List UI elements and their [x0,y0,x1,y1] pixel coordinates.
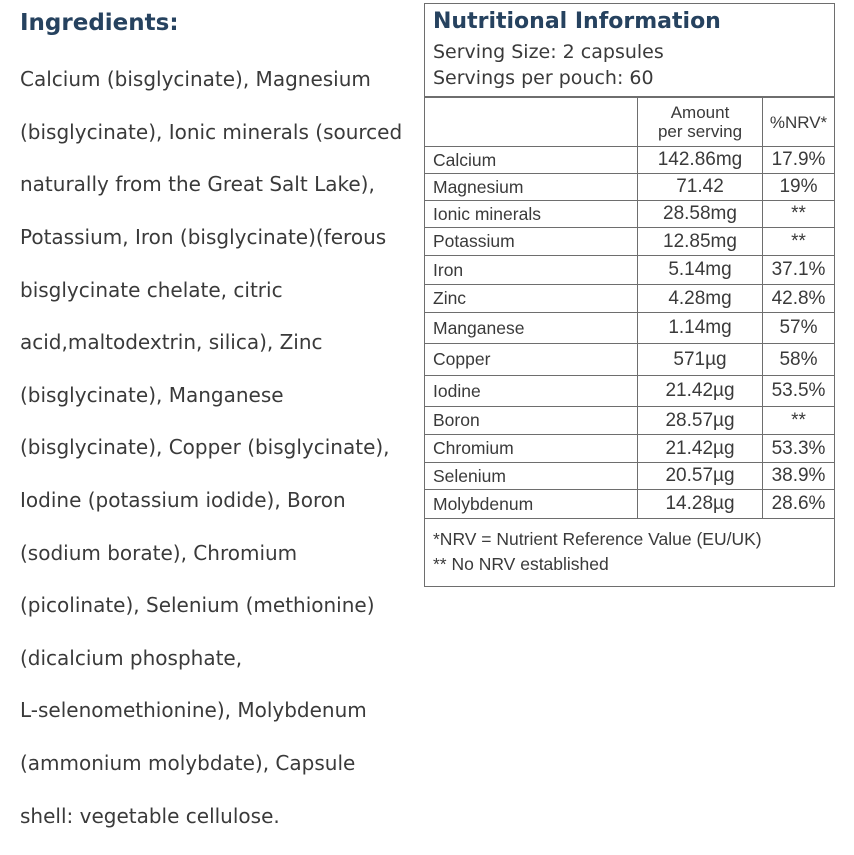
table-row [425,344,834,376]
nutrient-name: Boron [425,407,638,435]
nutrient-amount: 142.86mg [638,147,763,174]
nutrition-title: Nutritional Information [433,9,721,34]
ingredients-line: (ammonium molybdate), Capsule [20,751,356,776]
nutrition-table [425,97,834,519]
header-nrv: %NRV* [763,98,835,147]
ingredients-line: bisglycinate chelate, citric [20,277,283,302]
nutrient-amount: 4.28mg [638,285,763,313]
ingredients-line: (bisglycinate), Ionic minerals (sourced [20,119,403,144]
nutrient-nrv: 53.5% [763,376,835,407]
nutrient-nrv: ** [763,407,835,435]
ingredients-line: (bisglycinate), Copper (bisglycinate), [20,435,390,460]
nutrient-name: Chromium [425,435,638,463]
ingredients-line: shell: vegetable cellulose. [20,803,280,828]
nutrient-amount: 5.14mg [638,256,763,285]
ingredients-line: (dicalcium phosphate, [20,645,243,670]
header-nutrient [425,98,638,147]
nutrient-amount: 12.85mg [638,228,763,256]
nutrient-nrv: 37.1% [763,256,835,285]
ingredients-line: acid,maltodextrin, silica), Zinc [20,330,323,355]
footnote-no-nrv: ** No NRV established [433,554,609,574]
nutrient-name: Iron [425,256,638,285]
nutrient-name: Ionic minerals [425,201,638,228]
ingredients-line: (picolinate), Selenium (methionine) [20,593,375,618]
nutrient-nrv: 28.6% [763,490,835,519]
nutrient-amount: 571µg [638,344,763,376]
table-row [425,376,834,407]
table-row [425,147,834,174]
nutrient-amount: 20.57µg [638,463,763,490]
nutrient-name: Potassium [425,228,638,256]
nutrient-amount: 28.57µg [638,407,763,435]
nutrient-name: Calcium [425,147,638,174]
table-row [425,463,834,490]
nutrient-nrv: 38.9% [763,463,835,490]
serving-size: Serving Size: 2 capsules [433,41,664,63]
nutrient-amount: 21.42µg [638,435,763,463]
nutrient-name: Magnesium [425,174,638,201]
ingredients-line: (bisglycinate), Manganese [20,382,284,407]
ingredients-line: (sodium borate), Chromium [20,540,298,565]
table-row [425,407,834,435]
table-row [425,285,834,313]
ingredients-line: Potassium, Iron (bisglycinate)(ferous [20,225,387,250]
nutrient-name: Copper [425,344,638,376]
nutrient-amount: 1.14mg [638,313,763,344]
footnotes [425,519,834,577]
nutrient-name: Zinc [425,285,638,313]
nutrient-nrv: 57% [763,313,835,344]
table-row [425,313,834,344]
table-row [425,256,834,285]
nutrient-name: Selenium [425,463,638,490]
nutrient-nrv: ** [763,228,835,256]
ingredients-line: naturally from the Great Salt Lake), [20,172,375,197]
nutrient-nrv: 42.8% [763,285,835,313]
table-row [425,490,834,519]
table-row [425,228,834,256]
ingredients-line: Calcium (bisglycinate), Magnesium [20,67,371,92]
ingredients-title: Ingredients: [20,10,179,36]
header-amount [638,98,763,147]
nutrient-nrv: 19% [763,174,835,201]
ingredients-line: L-selenomethionine), Molybdenum [20,698,367,723]
nutrient-amount: 71.42 [638,174,763,201]
nutrient-amount: 14.28µg [638,490,763,519]
ingredients-section [20,8,412,855]
table-row [425,435,834,463]
ingredients-text [20,40,412,855]
nutrient-amount: 21.42µg [638,376,763,407]
nutrient-name: Molybdenum [425,490,638,519]
nutrient-amount: 28.58mg [638,201,763,228]
table-body [425,147,834,519]
nutrient-nrv: ** [763,201,835,228]
header-amount-line1: Amount [670,103,730,122]
nutrition-panel [424,3,835,587]
table-row [425,201,834,228]
nutrient-name: Manganese [425,313,638,344]
header-amount-line2: per serving [657,122,743,141]
nutrient-nrv: 58% [763,344,835,376]
nutrition-header [425,4,834,97]
table-row [425,174,834,201]
nutrient-nrv: 53.3% [763,435,835,463]
nutrient-name: Iodine [425,376,638,407]
nutrient-nrv: 17.9% [763,147,835,174]
table-header-row [425,98,834,147]
footnote-nrv-definition: *NRV = Nutrient Reference Value (EU/UK) [433,529,762,549]
ingredients-line: Iodine (potassium iodide), Boron [20,488,346,513]
servings-per-pouch: Servings per pouch: 60 [433,67,654,89]
